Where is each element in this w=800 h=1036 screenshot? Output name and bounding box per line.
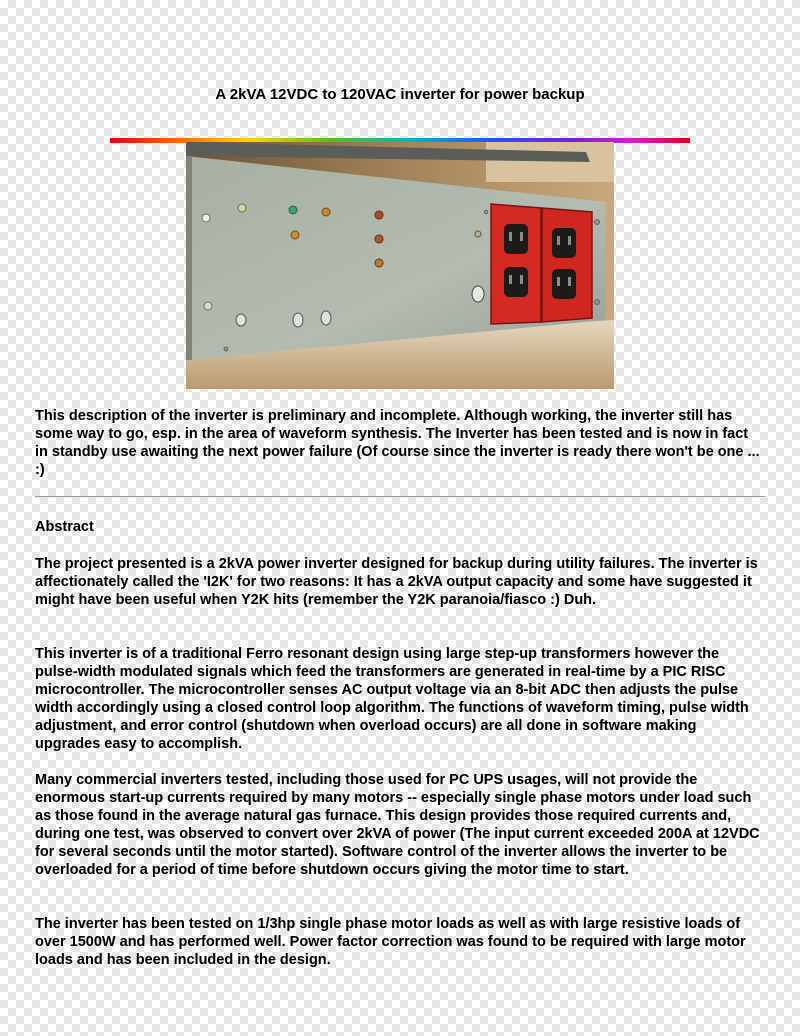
abstract-paragraph: The project presented is a 2kVA power inverter designed for backup during utility failures. The inverter is affectionately called the 'I2K' for two reasons: It has a 2kVA output capacity and some have suggested it might have been useful when Y2K hits (remember the Y2K paranoia/fiasco :) Duh. bbox=[35, 556, 758, 608]
page-title: A 2kVA 12VDC to 120VAC inverter for power backup bbox=[215, 86, 585, 103]
startup-current-paragraph: Many commercial inverters tested, including those used for PC UPS usages, will not provide the enormous start-up currents required by many motors -- especially single phase motors under load such as those found in the average natural gas furnace. This design provides those required currents and, during one test, was observed to convert over 2kVA of power (The input current exceeded 200A at 12VDC for several seconds until the motor started). Software control of the inverter allows the inverter to be overloaded for a period of time before shutdown occurs giving the motor time to start. bbox=[35, 772, 760, 878]
testing-paragraph: The inverter has been tested on 1/3hp single phase motor loads as well as with large resistive loads of over 1500W and has performed well. Power factor correction was found to be required with large motor loads and has been included in the design. bbox=[35, 916, 746, 968]
design-paragraph: This inverter is of a traditional Ferro resonant design using large step-up transformers however the pulse-width modulated signals which feed the transformers are generated in real-time by a PIC RISC microcontroller. The microcontroller senses AC output voltage via an 8-bit ADC then adjusts the pulse width accordingly using a closed control loop algorithm. The functions of waveform timing, pulse width adjustment, and error control (shutdown when overload occurs) are all done in software making upgrades easy to accomplish. bbox=[35, 646, 749, 752]
abstract-heading: Abstract bbox=[35, 519, 94, 535]
horizontal-rule bbox=[35, 496, 765, 498]
inverter-photo bbox=[186, 142, 614, 389]
intro-paragraph: This description of the inverter is preliminary and incomplete. Although working, the inverter still has some way to go, esp. in the area of waveform synthesis. The Inverter has been tested and is now in fact in standby use awaiting the next power failure (Of course since the inverter is ready there won't be one ... :) bbox=[35, 408, 760, 478]
